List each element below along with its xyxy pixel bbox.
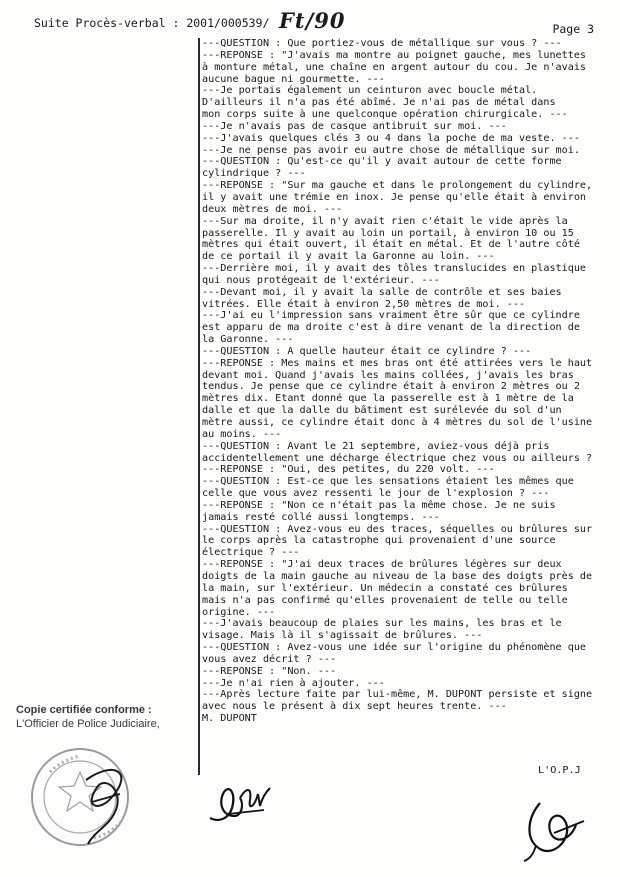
text-line: doigts de la main gauche au niveau de la base des doigts près de [202, 570, 593, 582]
text-line: ---Derrière moi, il y avait des tôles translucides en plastique [202, 263, 587, 275]
text-line: ---J'ai eu l'impression sans vraiment être sûr que ce cylindre [202, 310, 580, 322]
text-line: celle que vous avez ressenti le jour de l'explosion ? --- [202, 488, 550, 500]
text-line: ---Je portais également un ceinturon avec boucle métal. [202, 85, 538, 97]
text-line: accidentellement une décharge électrique chez vous ou ailleurs ? [202, 452, 593, 464]
text-line: visage. Mais là il s'agissait de brûlures. --- [202, 630, 483, 642]
text-line: ---REPONSE : "Non ce n'était pas la même chose. Je ne suis [202, 499, 556, 511]
text-line: ---REPONSE : "Oui, des petites, du 220 volt. --- [202, 464, 495, 476]
text-line: ---J'avais quelques clés 3 ou 4 dans la poche de ma veste. --- [202, 132, 580, 144]
text-line: jamais resté collé aussi longtemps. --- [202, 511, 440, 523]
text-line: ---QUESTION : Avez-vous eu des traces, séquelles ou brûlures sur [202, 523, 593, 535]
officer-signature [510, 795, 590, 865]
page-header [34, 8, 594, 34]
text-line: ---Je n'avais pas de casque antibruit sur moi. --- [202, 120, 507, 132]
text-line: dalle et que la dalle du bâtiment est surélevée du sol d'un [202, 405, 562, 417]
text-line: la Garonne. --- [202, 334, 294, 346]
text-line: le corps après la catastrophe qui provenaient d'une source [202, 535, 556, 547]
text-line: vitrées. Elle était à environ 2,50 mètres de moi. --- [202, 298, 526, 310]
certification-officer: L'Officier de Police Judiciaire, [16, 718, 160, 730]
text-line: ---Je ne pense pas avoir eu autre chose de métallique sur moi. [202, 144, 580, 156]
text-line: est apparu de ma droite c'est à dire venant de la direction de [202, 322, 580, 334]
text-line: mais n'a pas confirmé qu'elles provenaient de telle ou telle [202, 594, 568, 606]
text-line: ---J'avais beaucoup de plaies sur les mains, les bras et le [202, 618, 562, 630]
text-line: ---Sur ma droite, il n'y avait rien c'était le vide après la [202, 215, 568, 227]
text-line: passerelle. Il y avait au loin un portail, à environ 10 ou 15 [202, 227, 574, 239]
text-line: ---QUESTION : Qu'est-ce qu'il y avait autour de cette forme [202, 156, 562, 168]
text-line: à monture métal, une chaîne en argent autour du cou. Je n'avais [202, 61, 587, 73]
text-line: ---REPONSE : "J'avais ma montre au poignet gauche, mes lunettes [202, 49, 587, 61]
handwritten-reference: Ft/90 [279, 8, 346, 33]
text-line: deux mètres de moi. --- [202, 203, 343, 215]
text-line: mon corps suite à une quelconque opération chirurgicale. --- [202, 109, 568, 121]
text-line: aucune bague ni gourmette. --- [202, 73, 385, 85]
text-line: ---REPONSE : "Sur ma gauche et dans le prolongement du cylindre, [202, 180, 593, 192]
text-line: ---Je n'ai rien à ajouter. --- [202, 677, 385, 689]
text-line: ---REPONSE : "J'ai deux traces de brûlures légères sur deux [202, 559, 562, 571]
text-line: ---QUESTION : Avez-vous une idée sur l'origine du phénomène que [202, 642, 587, 654]
report-reference: Suite Procès-verbal : 2001/000539/ [34, 16, 270, 30]
text-line: D'ailleurs il n'a pas été abîmé. Je n'ai pas de métal dans [202, 97, 556, 109]
text-line: ---QUESTION : Avant le 21 septembre, aviez-vous déjà pris [202, 440, 550, 452]
text-line: qui nous protégeait de l'extérieur. --- [202, 274, 440, 286]
witness-signature [206, 778, 276, 824]
text-line: mètre aussi, ce cylindre était donc à 4 mètres du sol de l'usine [202, 417, 593, 428]
text-line: ---QUESTION : Que portiez-vous de métallique sur vous ? --- [202, 38, 562, 49]
text-line: M. DUPONT [202, 713, 257, 725]
margin-rule [198, 38, 200, 775]
text-line: électrique ? --- [202, 547, 300, 559]
report-body [202, 38, 608, 725]
text-line: avec nous le présent à dix sept heures trente. --- [202, 701, 507, 713]
text-line: de ce portail il y avait la Garonne au loin. --- [202, 251, 495, 263]
text-line: vous avez décrit ? --- [202, 653, 337, 665]
text-line: mètres qui était ouvert, il était en métal. Et de l'autre côté [202, 239, 580, 251]
text-line: origine. --- [202, 606, 276, 618]
text-line: la main, sur l'extérieur. Un médecin a constaté ces brûlures [202, 582, 568, 594]
text-line: il y avait une trémie en inox. Je pense qu'elle était à environ [202, 191, 587, 203]
text-line: ---Après lecture faite par lui-même, M. DUPONT persiste et signe [202, 689, 593, 701]
text-line: au moins. --- [202, 428, 282, 440]
text-line: ---QUESTION : A quelle hauteur était ce cylindre ? --- [202, 345, 532, 357]
opj-label: L'O.P.J [538, 765, 581, 776]
text-line: ---QUESTION : Est-ce que les sensations étaient les mêmes que [202, 476, 574, 488]
certification-block [16, 703, 196, 731]
text-line: cylindrique ? --- [202, 168, 306, 180]
text-line: tendus. Je pense que ce cylindre était à environ 2 mètres ou 2 [202, 381, 580, 393]
page-number: Page 3 [552, 22, 594, 36]
text-line: mètres dix. Etant donné que la passerelle est à 1 mètre de la [202, 393, 574, 405]
text-line: ---Devant moi, il y avait la salle de contrôle et ses baies [202, 286, 562, 298]
text-line: devant moi. Quand j'avais les mains collées, j'avais les bras [202, 369, 574, 381]
police-stamp [22, 742, 142, 852]
text-line: ---REPONSE : "Non. --- [202, 665, 337, 677]
certification-title: Copie certifiée conforme : [16, 704, 152, 716]
text-line: ---REPONSE : Mes mains et mes bras ont été attirées vers le haut [202, 357, 593, 369]
